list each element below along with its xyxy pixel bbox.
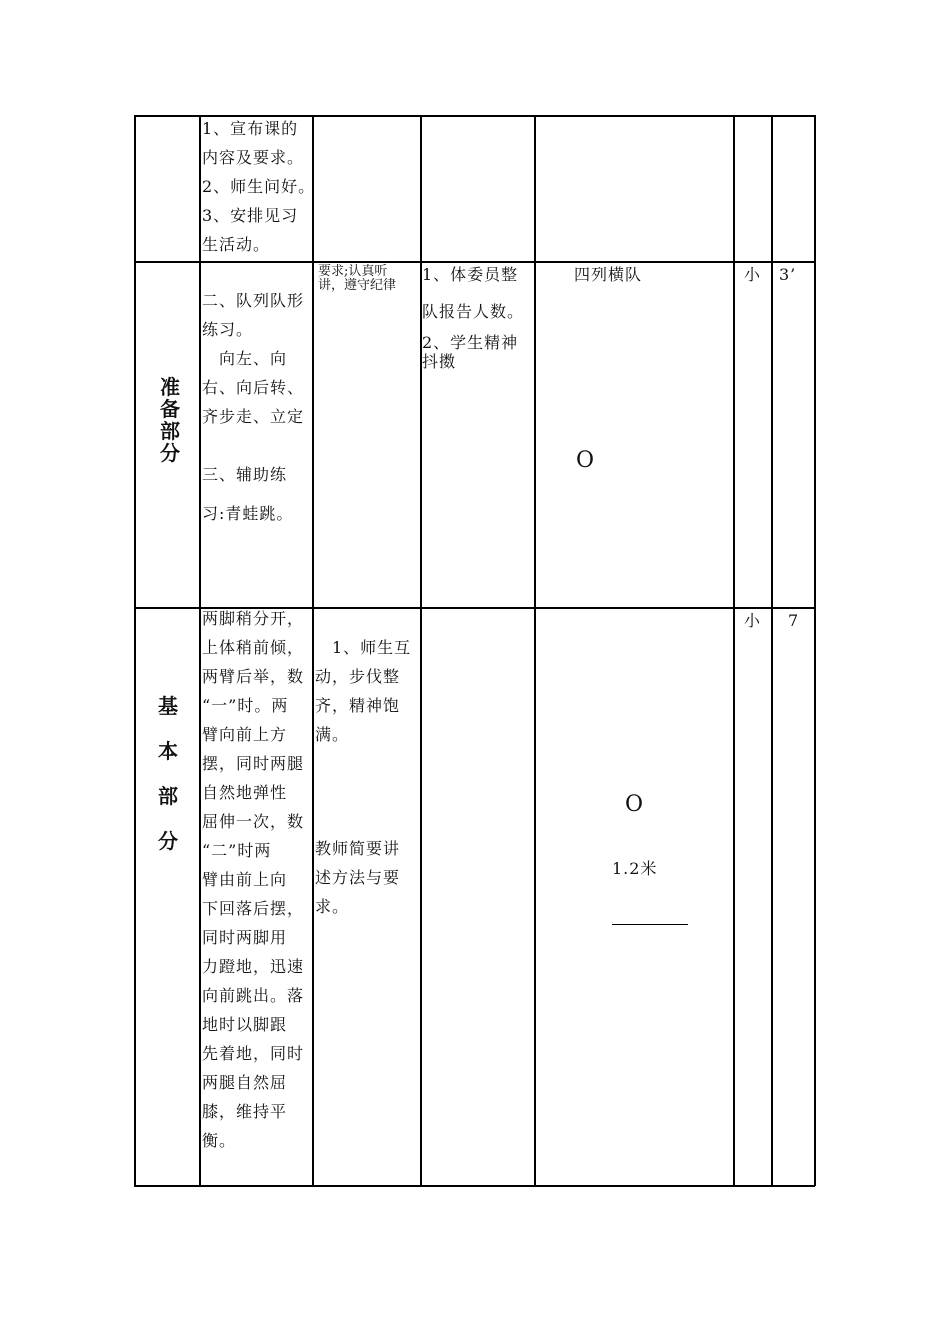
- teacher-line: 要求;认真听: [318, 264, 388, 279]
- row3-line: 先着地，同时: [202, 1044, 305, 1063]
- student-line: 1、体委员整: [422, 265, 519, 284]
- teacher-position-mark-basic: O: [625, 792, 644, 817]
- row1-line: 2、师生问好。: [202, 177, 316, 196]
- row3-line: 衡。: [202, 1131, 237, 1150]
- row3-line: 地时以脚跟: [202, 1015, 288, 1034]
- row2-intensity: 小: [744, 265, 762, 284]
- row1-line: 1、宣布课的: [202, 119, 299, 138]
- row3-line: 下回落后摆，: [202, 899, 305, 918]
- row3-line: 两臂后举，数: [202, 667, 305, 686]
- section-char: 部: [158, 784, 178, 808]
- section-label-basic: [148, 690, 188, 870]
- row3-time: 7: [788, 611, 800, 630]
- jump-distance-label: 1.2米: [612, 859, 658, 878]
- teacher-line: 述方法与要: [315, 868, 401, 887]
- teacher-line: 求。: [315, 897, 350, 916]
- row3-line: 上体稍前倾，: [202, 638, 305, 657]
- row3-line: 两腿自然屈: [202, 1073, 288, 1092]
- teacher-line: 1、师生互: [315, 638, 412, 657]
- student-line: 抖擞: [422, 352, 457, 371]
- row3-line: 屈伸一次，数: [202, 812, 305, 831]
- row2-student: [422, 260, 524, 371]
- col-line-7: [814, 115, 816, 1186]
- row2-line: 齐步走、立定: [202, 407, 305, 426]
- row1-line: 生活动。: [202, 235, 271, 254]
- row3-line: 向前跳出。落: [202, 986, 305, 1005]
- jump-distance-line: [612, 924, 688, 925]
- student-line: 队报告人数。: [422, 302, 525, 321]
- col-line-1: [199, 115, 201, 1186]
- col-line-6: [771, 115, 773, 1186]
- row2-content: [202, 286, 304, 528]
- row3-line: 两脚稍分开，: [202, 609, 305, 628]
- row3-line: “二”时两: [202, 841, 272, 860]
- row3-line: 膝，维持平: [202, 1102, 288, 1121]
- row3-line: 摆，同时两腿: [202, 754, 305, 773]
- row3-line: 臂由前上向: [202, 870, 288, 889]
- row2-line: 右、向后转、: [202, 378, 305, 397]
- row3-line: 臂向前上方: [202, 725, 288, 744]
- teacher-line: 讲，遵守纪律: [318, 278, 397, 293]
- teacher-position-mark: O: [576, 448, 595, 473]
- formation-title: 四列横队: [574, 265, 643, 284]
- row2-line: 向左、向: [202, 349, 288, 368]
- row2-line: 三、辅助练: [202, 465, 288, 484]
- col-line-5: [733, 115, 735, 1186]
- row3-line: 同时两脚用: [202, 928, 288, 947]
- row2-line: 习:青蛙跳。: [202, 504, 294, 523]
- row2-line: 二、队列队形: [202, 291, 305, 310]
- row3-teacher-b: [315, 834, 400, 921]
- row3-line: 自然地弹性: [202, 783, 288, 802]
- row3-line: “一”时。两: [202, 696, 289, 715]
- row1-content: [202, 114, 315, 259]
- row3-content: [202, 604, 304, 1155]
- student-line: 2、学生精神: [422, 333, 519, 352]
- row2-line: 练习。: [202, 320, 254, 339]
- row2-teacher: [318, 265, 396, 293]
- col-line-4: [534, 115, 536, 1186]
- row2-line: [202, 431, 304, 460]
- row3-teacher-a: [315, 633, 411, 749]
- row1-line: 3、安排见习: [202, 206, 299, 225]
- row1-line: 内容及要求。: [202, 148, 305, 167]
- section-label-prep: [150, 376, 190, 464]
- section-text: 准备部分: [160, 375, 180, 465]
- teacher-line: 动，步伐整: [315, 667, 401, 686]
- section-char: 本: [158, 739, 178, 763]
- row3-line: 力蹬地，迅速: [202, 957, 305, 976]
- col-line-0: [134, 115, 136, 1186]
- row3-intensity: 小: [744, 611, 762, 630]
- teacher-line: 齐，精神饱: [315, 696, 401, 715]
- teacher-line: 教师简要讲: [315, 839, 401, 858]
- section-char: 分: [158, 829, 178, 853]
- teacher-line: 满。: [315, 725, 350, 744]
- col-line-2: [312, 115, 314, 1186]
- section-char: 基: [158, 694, 178, 718]
- table-border-bottom: [134, 1185, 815, 1187]
- row2-time: 3’: [779, 265, 797, 284]
